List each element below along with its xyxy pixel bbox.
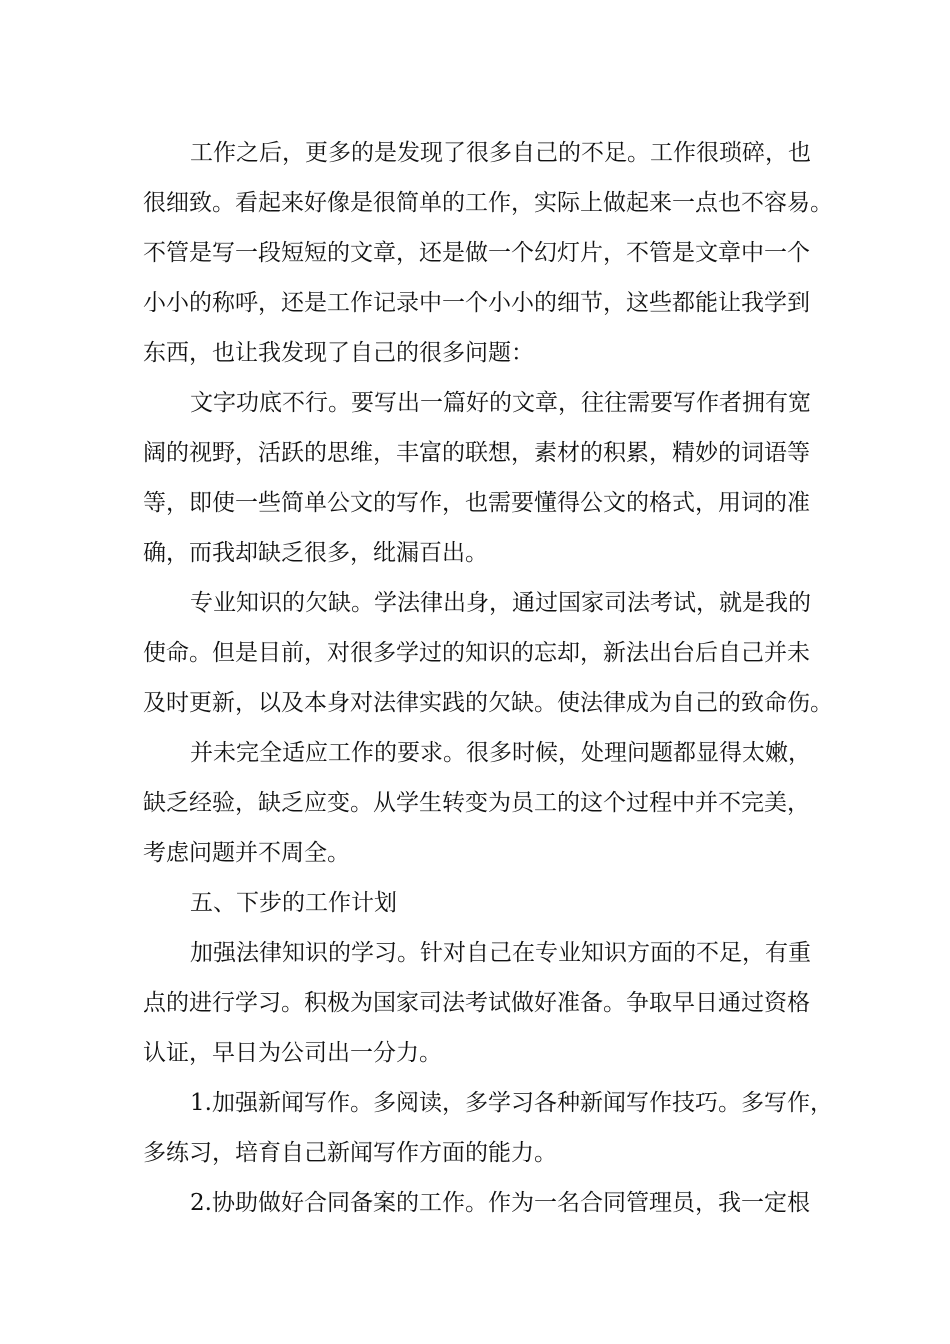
paragraph-line: 加强法律知识的学习。针对自己在专业知识方面的不足，有重 [190, 940, 811, 966]
list-item-line: 2.协助做好合同备案的工作。作为一名合同管理员，我一定根 [190, 1190, 810, 1216]
list-item-line: 多练习，培育自己新闻写作方面的能力。 [143, 1140, 557, 1166]
paragraph-line: 工作之后，更多的是发现了很多自己的不足。工作很琐碎，也 [190, 140, 811, 166]
paragraph-line: 阔的视野，活跃的思维，丰富的联想，素材的积累，精妙的词语等 [143, 440, 810, 466]
paragraph-line: 很细致。看起来好像是很简单的工作，实际上做起来一点也不容易。 [143, 190, 833, 216]
paragraph-line: 专业知识的欠缺。学法律出身，通过国家司法考试，就是我的 [190, 590, 811, 616]
paragraph-line: 并未完全适应工作的要求。很多时候，处理问题都显得太嫩， [190, 740, 811, 766]
paragraph-line: 东西，也让我发现了自己的很多问题： [143, 340, 534, 366]
paragraph-line: 点的进行学习。积极为国家司法考试做好准备。争取早日通过资格 [143, 990, 810, 1016]
paragraph-line: 缺乏经验，缺乏应变。从学生转变为员工的这个过程中并不完美， [143, 790, 810, 816]
section-heading: 五、下步的工作计划 [190, 890, 397, 916]
paragraph-line: 考虑问题并不周全。 [143, 840, 350, 866]
paragraph-line: 文字功底不行。要写出一篇好的文章，往往需要写作者拥有宽 [190, 390, 811, 416]
paragraph-line: 确，而我却缺乏很多，纰漏百出。 [143, 540, 488, 566]
paragraph-line: 使命。但是目前，对很多学过的知识的忘却，新法出台后自己并未 [143, 640, 810, 666]
paragraph-line: 不管是写一段短短的文章，还是做一个幻灯片，不管是文章中一个 [143, 240, 810, 266]
paragraph-line: 等，即使一些简单公文的写作，也需要懂得公文的格式，用词的准 [143, 490, 810, 516]
paragraph-line: 及时更新，以及本身对法律实践的欠缺。使法律成为自己的致命伤。 [143, 690, 833, 716]
list-item-line: 1.加强新闻写作。多阅读，多学习各种新闻写作技巧。多写作， [190, 1090, 833, 1116]
paragraph-line: 认证，早日为公司出一分力。 [143, 1040, 442, 1066]
paragraph-line: 小小的称呼，还是工作记录中一个小小的细节，这些都能让我学到 [143, 290, 810, 316]
